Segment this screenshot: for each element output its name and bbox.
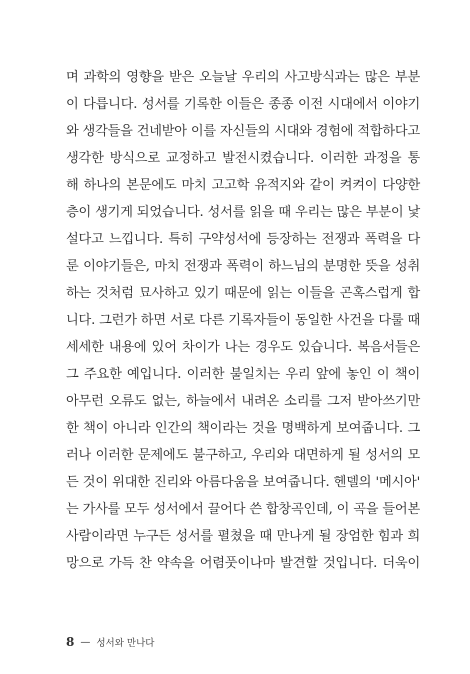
body-text bbox=[66, 64, 420, 577]
text-line: 룬 이야기들은, 마치 전쟁과 폭력이 하느님의 분명한 뜻을 성취 bbox=[66, 259, 420, 274]
text-line: 며 과학의 영향을 받은 오늘날 우리의 사고방식과는 많은 부분 bbox=[66, 70, 420, 85]
page-footer bbox=[66, 635, 154, 649]
text-line: 한 책이 아니라 인간의 책이라는 것을 명백하게 보여줍니다. 그 bbox=[66, 421, 420, 436]
page-number: 8 bbox=[66, 635, 75, 649]
text-line: 와 생각들을 건네받아 이를 자신들의 시대와 경험에 적합하다고 bbox=[66, 124, 420, 139]
footer-dash: — bbox=[80, 636, 91, 648]
text-line: 설다고 느낍니다. 특히 구약성서에 등장하는 전쟁과 폭력을 다 bbox=[66, 232, 420, 247]
text-line: 사람이라면 누구든 성서를 펼쳤을 때 만나게 될 장엄한 힘과 희 bbox=[66, 529, 420, 544]
text-line: 러나 이러한 문제에도 불구하고, 우리와 대면하게 될 성서의 모 bbox=[66, 448, 420, 463]
text-line: 하는 것처럼 묘사하고 있기 때문에 읽는 이들을 곤혹스럽게 합 bbox=[66, 286, 420, 301]
text-line: 망으로 가득 찬 약속을 어렴풋이나마 발견할 것입니다. 더욱이 bbox=[66, 556, 420, 571]
text-line: 든 것이 위대한 진리와 아름다움을 보여줍니다. 헨델의 '메시아' bbox=[66, 475, 420, 490]
text-line: 그 주요한 예입니다. 이러한 불일치는 우리 앞에 놓인 이 책이 bbox=[66, 367, 420, 382]
text-line: 층이 생기게 되었습니다. 성서를 읽을 때 우리는 많은 부분이 낯 bbox=[66, 205, 420, 220]
text-line: 이 다릅니다. 성서를 기록한 이들은 종종 이전 시대에서 이야기 bbox=[66, 97, 420, 112]
text-line: 세세한 내용에 있어 차이가 나는 경우도 있습니다. 복음서들은 bbox=[66, 340, 420, 355]
running-title: 성서와 만나다 bbox=[96, 638, 155, 649]
text-line: 생각한 방식으로 교정하고 발전시켰습니다. 이러한 과정을 통 bbox=[66, 151, 420, 166]
text-line: 아무런 오류도 없는, 하늘에서 내려온 소리를 그저 받아쓰기만 bbox=[66, 394, 420, 409]
text-line: 해 하나의 본문에도 마치 고고학 유적지와 같이 켜켜이 다양한 bbox=[66, 178, 420, 193]
text-line: 니다. 그런가 하면 서로 다른 기록자들이 동일한 사건을 다룰 때 bbox=[66, 313, 420, 328]
text-line: 는 가사를 모두 성서에서 끌어다 쓴 합창곡인데, 이 곡을 들어본 bbox=[66, 502, 420, 517]
